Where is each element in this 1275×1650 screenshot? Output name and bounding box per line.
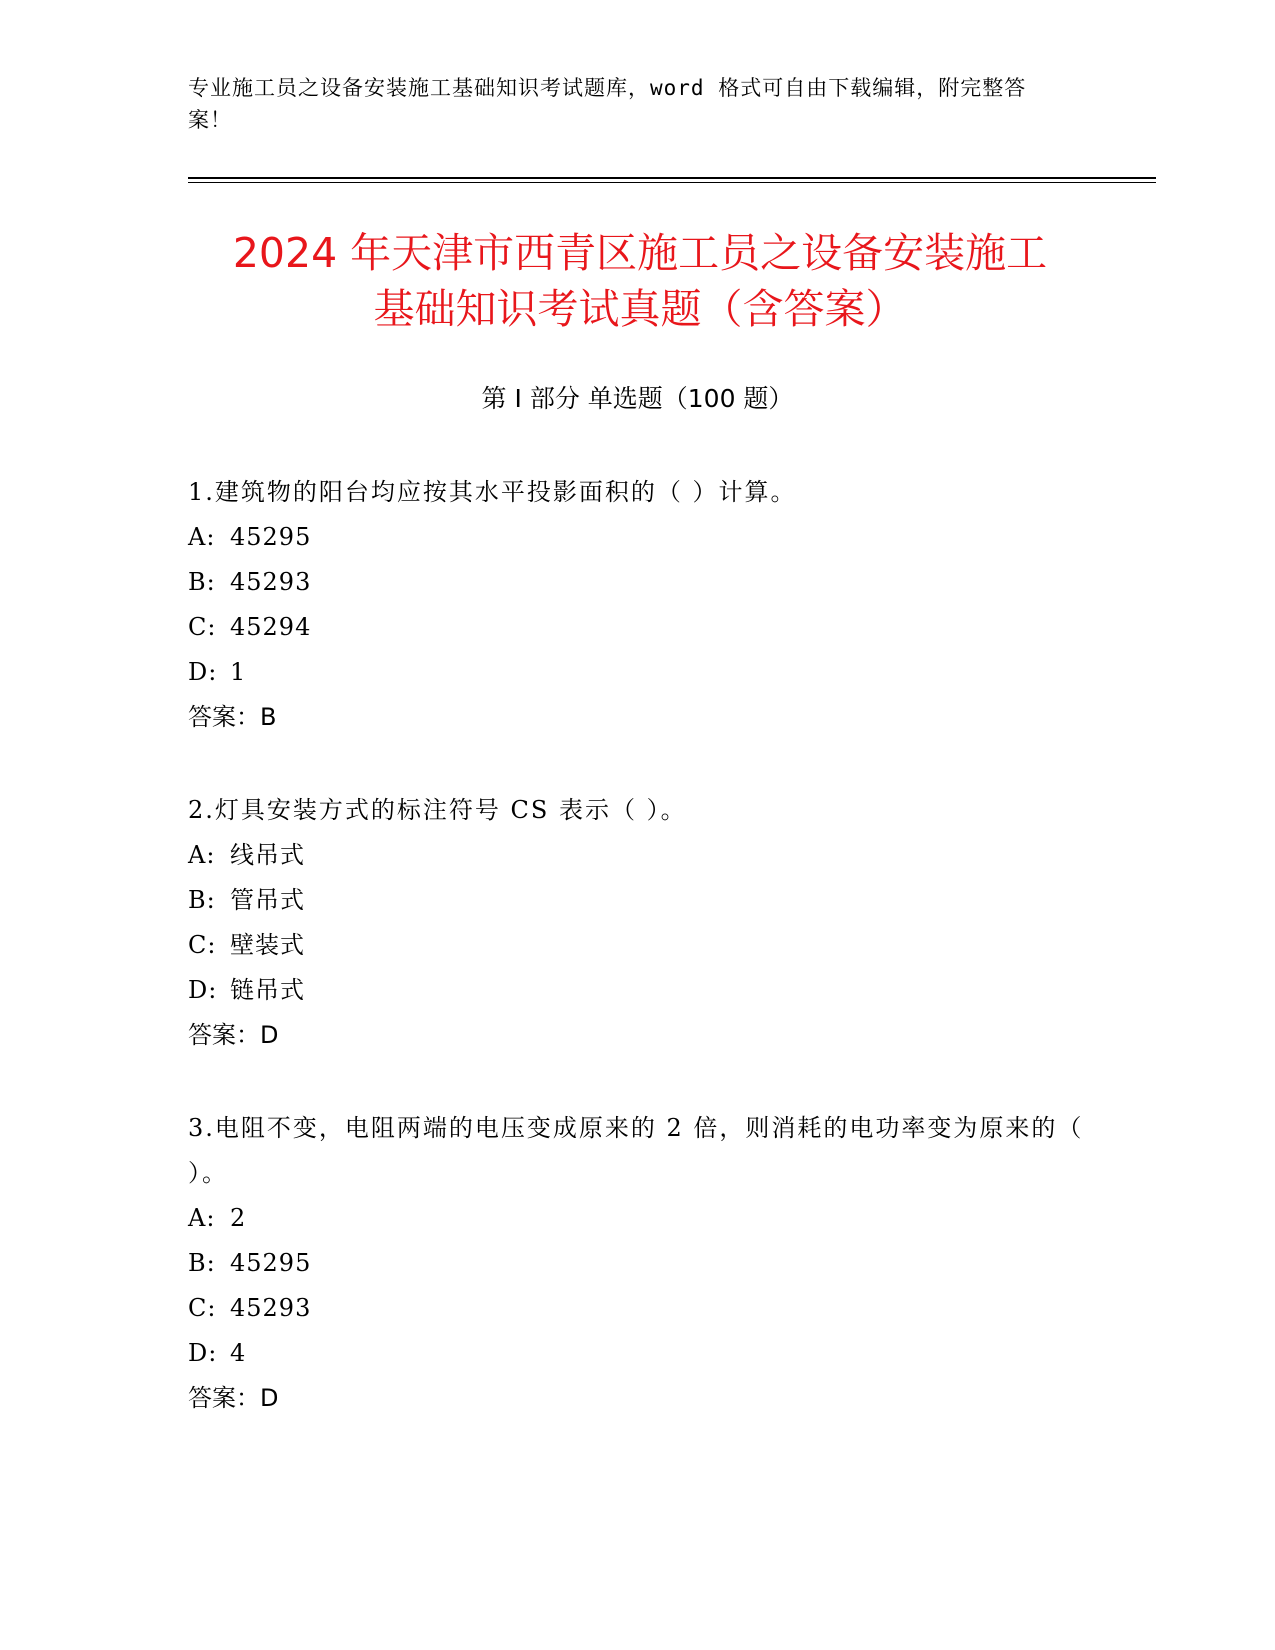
option-d <box>188 1331 1088 1376</box>
question-stem: 1.建筑物的阳台均应按其水平投影面积的（ ）计算。 <box>188 478 797 506</box>
option-c <box>188 605 1088 650</box>
answer: 答案：D <box>188 1021 279 1049</box>
section-heading: 第 I 部分 单选题（100 题） <box>481 384 794 413</box>
option-text: 45295 <box>230 523 312 551</box>
option-label: B: <box>188 568 216 596</box>
option-text: 45293 <box>230 1294 312 1322</box>
option-label: D: <box>188 976 218 1004</box>
question-1 <box>188 470 1088 740</box>
question-stem: 3.电阻不变，电阻两端的电压变成原来的 2 倍，则消耗的电功率变为原来的（ ）。 <box>188 1114 1084 1187</box>
header-rule-thin <box>188 182 1156 183</box>
option-c <box>188 1286 1088 1331</box>
question-stem: 2.灯具安装方式的标注符号 CS 表示（ ）。 <box>188 796 687 824</box>
question-2 <box>188 788 1088 1058</box>
option-label: C: <box>188 931 217 959</box>
option-label: B: <box>188 1249 216 1277</box>
option-text: 45294 <box>230 613 312 641</box>
option-text: 2 <box>230 1204 247 1232</box>
answer: 答案：D <box>188 1384 279 1412</box>
option-label: B: <box>188 886 216 914</box>
option-d <box>188 650 1088 695</box>
document-title <box>180 225 1100 337</box>
option-a <box>188 833 1088 878</box>
option-label: A: <box>188 523 216 551</box>
option-text: 壁装式 <box>230 931 305 959</box>
option-a <box>188 515 1088 560</box>
option-label: D: <box>188 1339 218 1367</box>
option-label: C: <box>188 613 217 641</box>
option-text: 管吊式 <box>230 886 305 914</box>
document-title-line-2: 基础知识考试真题（含答案） <box>373 285 907 333</box>
option-b <box>188 560 1088 605</box>
question-3 <box>188 1106 1088 1421</box>
option-label: A: <box>188 1204 216 1232</box>
option-text: 1 <box>230 658 247 686</box>
option-d <box>188 968 1088 1013</box>
option-a <box>188 1196 1088 1241</box>
answer: 答案：B <box>188 703 277 731</box>
option-b <box>188 878 1088 923</box>
option-text: 45295 <box>230 1249 312 1277</box>
option-text: 链吊式 <box>230 976 305 1004</box>
option-label: C: <box>188 1294 217 1322</box>
option-label: D: <box>188 658 218 686</box>
option-c <box>188 923 1088 968</box>
option-text: 45293 <box>230 568 312 596</box>
document-title-line-1: 2024 年天津市西青区施工员之设备安装施工 <box>232 229 1048 277</box>
header-note: 专业施工员之设备安装施工基础知识考试题库，word 格式可自由下载编辑，附完整答案！ <box>188 76 1027 132</box>
option-label: A: <box>188 841 216 869</box>
header-rule-thick <box>188 177 1156 179</box>
option-text: 线吊式 <box>230 841 305 869</box>
option-text: 4 <box>230 1339 247 1367</box>
option-b <box>188 1241 1088 1286</box>
